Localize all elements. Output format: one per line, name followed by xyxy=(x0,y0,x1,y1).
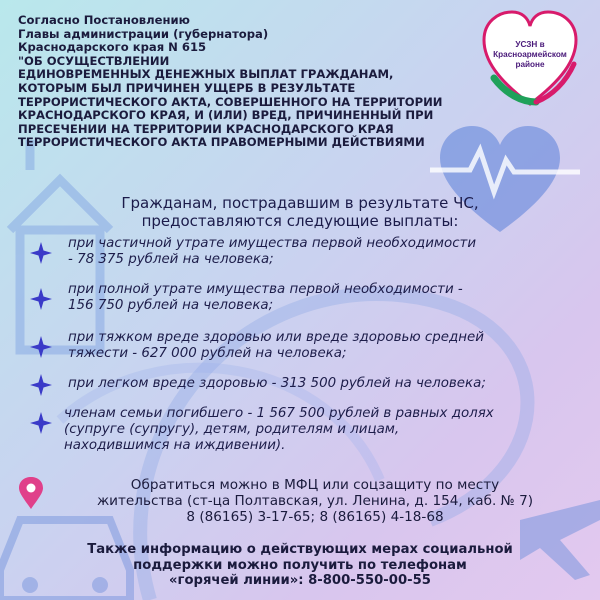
item-text xyxy=(68,236,588,268)
subtitle-line: предоставляются следующие выплаты: xyxy=(141,212,459,230)
logo-line: районе xyxy=(515,60,545,69)
sparkle-icon xyxy=(30,412,52,434)
item-text xyxy=(68,282,588,314)
sparkle-icon xyxy=(30,288,52,310)
item-line: 156 750 рублей на человека; xyxy=(68,298,274,313)
footer-line: поддержки можно получить по телефонам xyxy=(133,557,467,573)
item-line: при легком вреде здоровью - 313 500 рублей на человека; xyxy=(68,376,486,391)
item-text xyxy=(68,330,588,362)
logo-line: УСЗН в xyxy=(515,40,545,49)
hotline-info xyxy=(30,542,570,589)
header-line: ЕДИНОВРЕМЕННЫХ ДЕНЕЖНЫХ ВЫПЛАТ ГРАЖДАНАМ, xyxy=(18,67,394,82)
footer-line: Также информацию о действующих мерах социальной xyxy=(87,542,513,557)
item-text xyxy=(68,376,588,392)
header-line: ПРЕСЕЧЕНИИ НА ТЕРРИТОРИИ КРАСНОДАРСКОГО КРАЯ xyxy=(18,121,394,136)
contact-info xyxy=(60,477,570,525)
header-line: КОТОРЫМ БЫЛ ПРИЧИНЕН УЩЕРБ В РЕЗУЛЬТАТЕ xyxy=(18,80,356,95)
item-line: при полной утрате имущества первой необходимости - xyxy=(68,282,463,297)
item-line: членам семьи погибшего - 1 567 500 рублей в равных долях xyxy=(64,406,494,421)
item-line: (супруге (супругу), детям, родителям и лицам, xyxy=(64,422,400,437)
header-line: Главы администрации (губернатора) xyxy=(18,26,269,41)
contact-address: жительства (ст-ца Полтавская, ул. Ленина, д. 154, каб. № 7) xyxy=(96,493,534,509)
contact-phones: 8 (86165) 3-17-65; 8 (86165) 4-18-68 xyxy=(186,509,444,525)
location-pin-icon xyxy=(18,476,44,510)
header-line: Краснодарского края N 615 xyxy=(18,40,207,55)
item-line: находившимся на иждивении). xyxy=(64,438,286,453)
contact-line: Обратиться можно в МФЦ или соцзащиту по месту xyxy=(130,477,500,493)
header-decree-text xyxy=(18,14,518,150)
logo-line: Красноармейском xyxy=(493,50,567,59)
item-text xyxy=(64,406,584,454)
item-line: при тяжком вреде здоровью или вреде здоровью средней xyxy=(68,330,484,345)
hotline-phone: «горячей линии»: 8-800-550-00-55 xyxy=(169,573,431,589)
header-line: КРАСНОДАРСКОГО КРАЯ, И (ИЛИ) ВРЕД, ПРИЧИНЕННЫЙ ПРИ xyxy=(18,108,434,123)
item-line: при частичной утрате имущества первой необходимости xyxy=(68,236,477,251)
header-line: "ОБ ОСУЩЕСТВЛЕНИИ xyxy=(18,53,170,68)
sparkle-icon xyxy=(30,336,52,358)
header-line: ТЕРРОРИСТИЧЕСКОГО АКТА ПРАВОМЕРНЫМИ ДЕЙСТВИЯМИ xyxy=(18,135,425,150)
subtitle-line: Гражданам, пострадавшим в результате ЧС, xyxy=(121,194,479,212)
sparkle-icon xyxy=(30,242,52,264)
item-line: тяжести - 627 000 рублей на человека; xyxy=(68,346,347,361)
header-line: ТЕРРОРИСТИЧЕСКОГО АКТА, СОВЕРШЕННОГО НА ТЕРРИТОРИИ xyxy=(18,94,443,109)
header-line: Согласно Постановлению xyxy=(18,13,190,27)
sparkle-icon xyxy=(30,374,52,396)
logo-text xyxy=(478,40,582,70)
item-line: - 78 375 рублей на человека; xyxy=(68,252,274,267)
payments-subtitle xyxy=(40,194,560,230)
